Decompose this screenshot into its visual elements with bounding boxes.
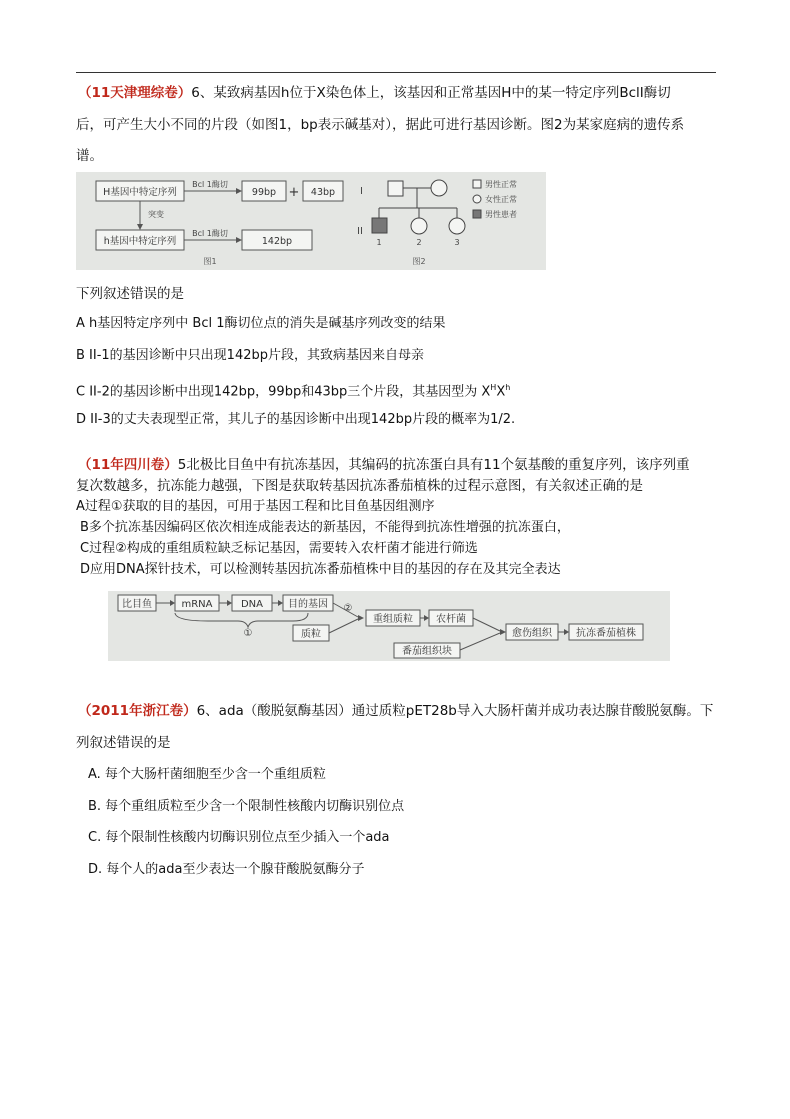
arrow-agro-merge — [473, 618, 500, 631]
arrow-mutation-head — [137, 224, 143, 230]
figure2-caption: 图2 — [412, 257, 426, 266]
id-II-1: 1 — [376, 238, 382, 247]
q2-figure-svg — [108, 591, 670, 661]
node-mrna-label: mRNA — [181, 599, 213, 610]
legend-affected-male-icon — [473, 210, 481, 218]
figure1-caption: 图1 — [203, 257, 217, 266]
q1-option-c-mid: X — [496, 384, 506, 400]
arrow-5-head — [424, 615, 429, 621]
arrow-3-head — [278, 600, 283, 606]
q1-option-c — [76, 379, 510, 401]
q1-stem: 下列叙述错误的是 — [76, 286, 184, 302]
arrow-merge-head — [358, 615, 364, 621]
node-transgenic-tomato-label: 抗冻番茄植株 — [576, 628, 636, 639]
node-callus-label: 愈伤组织 — [512, 628, 552, 639]
h-gene-label: h基因中特定序列 — [103, 236, 177, 247]
q2-line2: 复次数越多，抗冻能力越强，下图是获取转基因抗冻番茄植株的过程示意图，有关叙述正确的是 — [76, 478, 643, 494]
q3-line2: 列叙述错误的是 — [76, 735, 171, 751]
enzyme-label-1: Bcl 1酶切 — [192, 180, 228, 189]
q2-figure — [108, 591, 670, 661]
legend-normal-female-icon — [473, 195, 481, 203]
node-flatfish-label: 比目鱼 — [122, 599, 152, 610]
q1-figure-svg — [76, 172, 546, 270]
marker-1: ① — [243, 628, 253, 639]
plus-sign: + — [288, 185, 300, 200]
q3-option-a: A. 每个大肠杆菌细胞至少含一个重组质粒 — [88, 767, 326, 782]
q2-text-1: 5北极比目鱼中有抗冻基因，其编码的抗冻蛋白具有11个氨基酸的重复序列，该序列重 — [177, 457, 690, 473]
arrow-1-head — [170, 600, 175, 606]
node-target-gene-label: 目的基因 — [288, 599, 328, 610]
affected-male-square — [372, 218, 387, 233]
q3-line1 — [78, 702, 713, 720]
arrow-h-head — [236, 237, 242, 243]
arrow-plasmid-merge — [329, 619, 358, 633]
legend-normal-female: 女性正常 — [485, 195, 517, 204]
frag-142: 142bp — [261, 236, 293, 247]
node-plasmid-label: 质粒 — [301, 629, 321, 640]
q1-line2: 后，可产生大小不同的片段（如图1，bp表示碱基对），据此可进行基因诊断。图2为某家庭病的遗传系 — [76, 117, 685, 133]
mutation-label: 突变 — [148, 210, 164, 219]
frag-99: 99bp — [251, 187, 277, 198]
generation-II: II — [357, 226, 363, 237]
female-II-3 — [449, 218, 465, 234]
legend-affected-male: 男性患者 — [485, 210, 517, 219]
q1-option-d: D II-3的丈夫表现型正常，其儿子的基因诊断中出现142bp片段的概率为1/2. — [76, 412, 516, 427]
q1-option-c-text: C II-2的基因诊断中出现142bp，99bp和43bp三个片段，其基因型为 X — [76, 384, 491, 400]
q2-line1 — [78, 456, 690, 474]
legend-normal-male-icon — [473, 180, 481, 188]
generation-I: I — [360, 186, 363, 197]
mother-circle — [431, 180, 447, 196]
q3-source: （2011年浙江卷） — [78, 703, 197, 719]
q3-text-1: 6、ada（酸脱氨酶基因）通过质粒pET28b导入大肠杆菌并成功表达腺苷酸脱氨酶。下 — [196, 703, 714, 719]
q1-option-c-sup2: h — [505, 383, 511, 392]
H-gene-label: H基因中特定序列 — [103, 187, 177, 198]
node-agrobacterium-label: 农杆菌 — [436, 614, 466, 625]
id-II-3: 3 — [454, 238, 460, 247]
enzyme-label-2: Bcl 1酶切 — [192, 229, 228, 238]
q1-source: （11天津理综卷） — [78, 85, 192, 101]
q1-text-1: 6、某致病基因h位于X染色体上，该基因和正常基因H中的某一特定序列BclI酶切 — [191, 85, 671, 101]
q3-option-b: B. 每个重组质粒至少含一个限制性核酸内切酶识别位点 — [88, 799, 405, 814]
q2-source: （11年四川卷） — [78, 457, 178, 473]
q1-line1 — [78, 84, 671, 102]
q2-option-b: B多个抗冻基因编码区依次相连成能表达的新基因，不能得到抗冻性增强的抗冻蛋白， — [80, 520, 570, 535]
q1-option-b: B II-1的基因诊断中只出现142bp片段，其致病基因来自母亲 — [76, 348, 424, 363]
frag-43: 43bp — [310, 187, 336, 198]
female-II-2 — [411, 218, 427, 234]
father-square — [388, 181, 403, 196]
q3-option-d: D. 每个人的ada至少表达一个腺苷酸脱氨酶分子 — [88, 862, 365, 877]
arrow-H-head — [236, 188, 242, 194]
legend-normal-male: 男性正常 — [485, 180, 517, 189]
arrow-tissue-merge — [460, 633, 500, 650]
node-recombinant-plasmid-label: 重组质粒 — [373, 614, 413, 625]
node-dna-label: DNA — [240, 599, 264, 610]
q2-option-d: D应用DNA探针技术，可以检测转基因抗冻番茄植株中目的基因的存在及其完全表达 — [80, 562, 561, 577]
q1-line3: 谱。 — [76, 148, 103, 164]
q2-option-a: A过程①获取的目的基因，可用于基因工程和比目鱼基因组测序 — [76, 499, 435, 514]
q1-option-a: A h基因特定序列中 Bcl 1酶切位点的消失是碱基序列改变的结果 — [76, 316, 446, 331]
node-tomato-tissue-label: 番茄组织块 — [402, 646, 452, 657]
q1-option-c-sup1: H — [490, 383, 497, 392]
q1-figure — [76, 172, 546, 270]
q3-option-c: C. 每个限制性核酸内切酶识别位点至少插入一个ada — [88, 830, 390, 845]
marker-2: ② — [343, 603, 353, 614]
arrow-final-head — [564, 629, 569, 635]
q2-option-c: C过程②构成的重组质粒缺乏标记基因，需要转入农杆菌才能进行筛选 — [80, 541, 478, 556]
id-II-2: 2 — [416, 238, 422, 247]
arrow-callus-head — [500, 629, 506, 635]
arrow-2-head — [227, 600, 232, 606]
brace-1 — [175, 613, 308, 627]
header-rule — [76, 72, 716, 73]
